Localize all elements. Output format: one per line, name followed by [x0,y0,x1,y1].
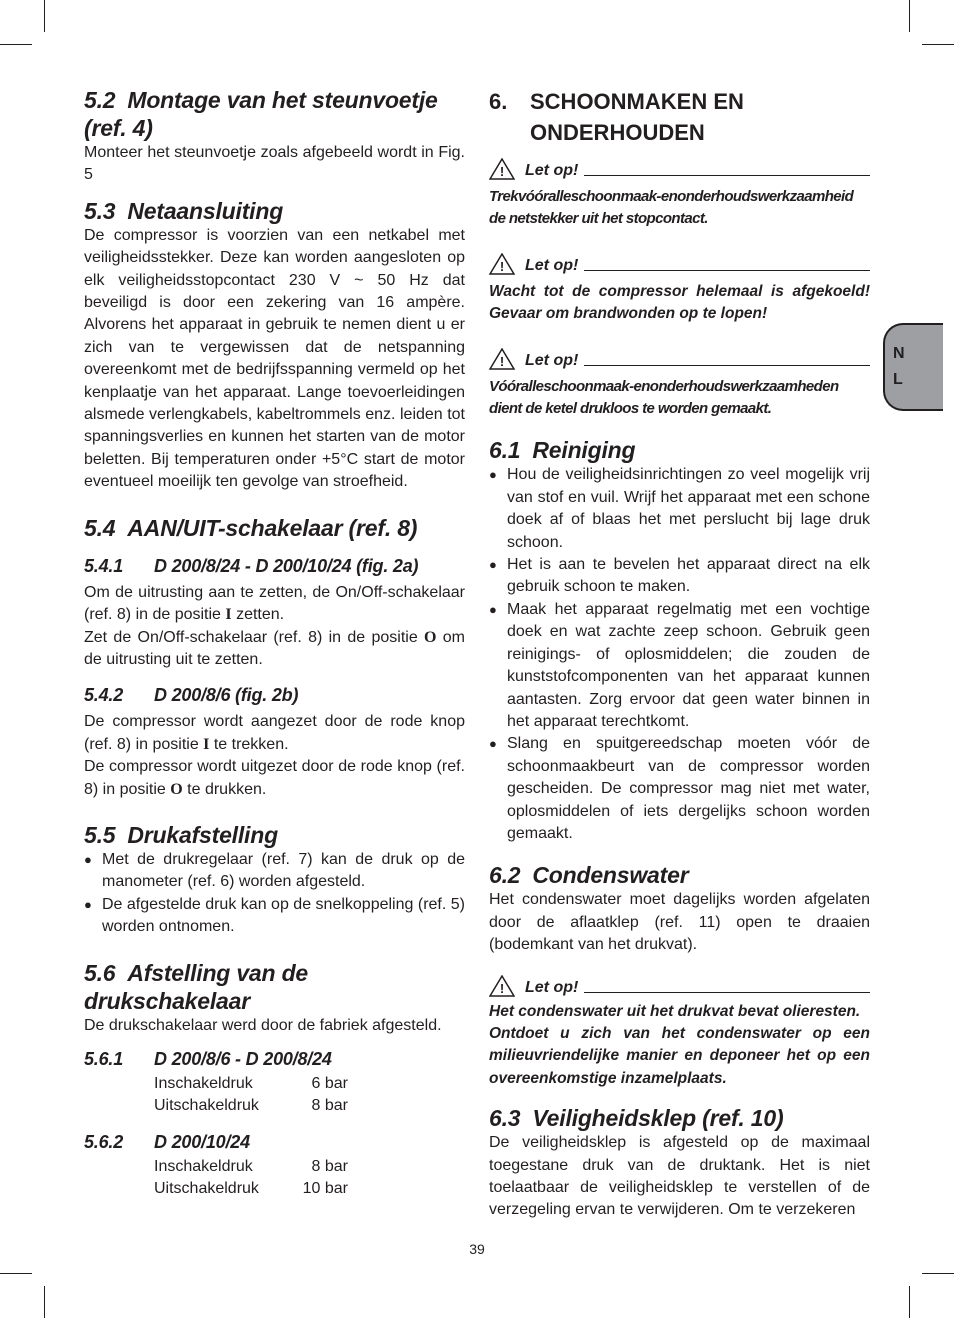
warning-text: Vóóralleschoonmaak-enonderhoudswerkzaamheden dient de ketel drukloos te worden gemaakt. [489,377,839,418]
pressure-table [154,1073,465,1118]
paragraph: Monteer het steunvoetje zoals afgebeeld wordt in Fig. 5 [84,144,465,184]
right-column [489,86,870,1222]
crop-mark [922,1273,954,1274]
subsection-heading-5-4-2: 5.4.2 D 200/8/6 (fig. 2b) [84,685,299,706]
paragraph: De compressor is voorzien van een netkabel met veiligheidsstekker. Deze kan worden aangesloten op elk veiligheidsstopcontact 230 V ~ 50 Hz dat beveiligd is door een zekering van 16 ampère. Alvorens het apparaat in gebruik te nemen dient u er zich van te vergewissen dat de netspanning overeenkomt met de bedrijfsspanning vermeld op het kenplaatje van het apparaat. Lange toevoerleidingen alsmede verlengkabels, kabeltrommels enz. leiden tot spanningsverlies en kunnen het starten van de motor beletten. Bij temperaturen onder +5°C start de motor eventueel moeilijk ten gevolge van stroefheid. [84,226,465,491]
pressure-table [154,1156,465,1201]
list-item: ● Het is aan te bevelen het apparaat direct na elk gebruik schoon te maken. [489,554,870,599]
crop-mark [909,1286,910,1318]
crop-mark [0,1273,32,1274]
language-tab-letter: N [893,345,905,362]
warning-header: ! Let op! [489,249,870,275]
paragraph: De veiligheidsklep is afgesteld op de maximaal toegestane druk van de druktank. Het is niet toelaatbaar de veiligheidsklep te verstellen of de verzegeling ervan te verwijderen. Om te verzekeren [489,1134,870,1219]
list-item: ● Slang en spuitgereedschap moeten vóór de schoonmaakbeurt van de compressor worden gescheiden. De compressor mag niet met water, oplosmiddelen of iets dergelijks schoon worden gemaakt. [489,733,870,845]
warning-header: ! Let op! [489,344,870,370]
paragraph: Om de uitrusting aan te zetten, de On/Off-schakelaar (ref. 8) in de positie I zetten. [84,583,465,624]
svg-text:!: ! [499,258,505,274]
svg-text:!: ! [499,164,505,179]
section-heading-5-6: 5.6 Afstelling van de drukschakelaar [84,959,309,1014]
crop-mark [44,0,45,32]
table-row: Inschakeldruk 6 bar [154,1074,348,1092]
subsection-heading-5-6-1: 5.6.1 D 200/8/6 - D 200/8/24 [84,1048,332,1069]
subsection-heading-5-6-2: 5.6.2 D 200/10/24 [84,1131,250,1152]
list-item: ● Met de drukregelaar (ref. 7) kan de druk op de manometer (ref. 6) worden afgesteld. [84,849,465,894]
table-row: Uitschakeldruk 10 bar [154,1180,348,1198]
section-heading-5-2: 5.2 Montage van het steunvoetje (ref. 4) [84,87,438,141]
page-number: 39 [469,1241,485,1257]
subsection-heading-5-4-1: 5.4.1 D 200/8/24 - D 200/10/24 (fig. 2a) [84,555,419,576]
bullet-icon: ● [489,601,497,617]
svg-text:!: ! [499,980,505,996]
paragraph: Het condenswater moet dagelijks worden afgelaten door de aflaatklep (ref. 11) open te draaien (bodemkant van het drukvat). [489,891,870,954]
chapter-heading-6: 6. SCHOONMAKEN EN ONDERHOUDEN [489,89,744,145]
warning-text: Ontdoet u zich van het condenswater op een milieuvriendelijke manier en deponeer het op een overeenkomstige inzamelplaats. [489,1024,870,1087]
bullet-icon: ● [489,736,497,752]
list-item: ● Maak het apparaat regelmatig met een vochtige doek en wat zachte zeep schoon. Gebruik geen reinigings- of oplosmiddelen; die zouden de kunststofcomponenten van het apparaat kunnen aantasten. Zorg ervoor dat geen water binnen in het apparaat terechtkomt. [489,599,870,733]
table-row: Uitschakeldruk 8 bar [154,1097,348,1115]
list-item: ● De afgestelde druk kan op de snelkoppeling (ref. 5) worden ontnomen. [84,894,465,939]
crop-mark [44,1286,45,1318]
warning-triangle-icon [489,975,515,997]
bullet-icon: ● [84,896,92,912]
section-heading-6-3: 6.3 Veiligheidsklep (ref. 10) [489,1105,784,1132]
warning-triangle-icon [489,348,515,370]
bullet-icon: ● [489,557,497,573]
section-heading-6-1: 6.1 Reiniging [489,437,636,464]
warning-triangle-icon [489,158,515,180]
paragraph: De compressor wordt aangezet door de rode knop (ref. 8) in positie I te trekken. [84,713,465,753]
paragraph: Zet de On/Off-schakelaar (ref. 8) in de positie O om de uitrusting uit te zetten. [84,628,466,668]
warning-text: Wacht tot de compressor helemaal is afgekoeld! Gevaar om brandwonden op te lopen! [489,282,870,323]
section-heading-5-5: 5.5 Drukafstelling [84,821,278,848]
warning-header: ! Let op! [489,971,870,997]
list-item: ● Hou de veiligheidsinrichtingen zo veel mogelijk vrij van stof en vuil. Wrijf het apparaat met een schone doek af of blaas het met perslucht bij lage druk schoon. [489,464,870,554]
bullet-icon: ● [84,851,92,867]
paragraph: De compressor wordt uitgezet door de rode knop (ref. 8) in positie O te drukken. [84,758,465,798]
language-tab [883,323,943,411]
svg-text:!: ! [499,353,505,369]
crop-mark [0,44,32,45]
left-column [84,86,465,1201]
bullet-icon: ● [489,467,497,483]
crop-mark [909,0,910,32]
table-row: Inschakeldruk 8 bar [154,1157,348,1175]
language-tab-letter: L [893,371,903,388]
warning-text: Het condenswater uit het drukvat bevat olieresten. [489,1002,861,1020]
paragraph: De drukschakelaar werd door de fabriek afgesteld. [84,1016,442,1034]
crop-mark [922,44,954,45]
warning-triangle-icon [489,253,515,275]
section-heading-5-4: 5.4 AAN/UIT-schakelaar (ref. 8) [84,514,418,541]
section-heading-5-3: 5.3 Netaansluiting [84,197,284,224]
warning-text: Trekvóóralleschoonmaak-enonderhoudswerkzaamheid de netstekker uit het stopcontact. [489,188,854,228]
warning-header: ! Let op! [489,154,870,180]
section-heading-6-2: 6.2 Condenswater [489,862,689,889]
